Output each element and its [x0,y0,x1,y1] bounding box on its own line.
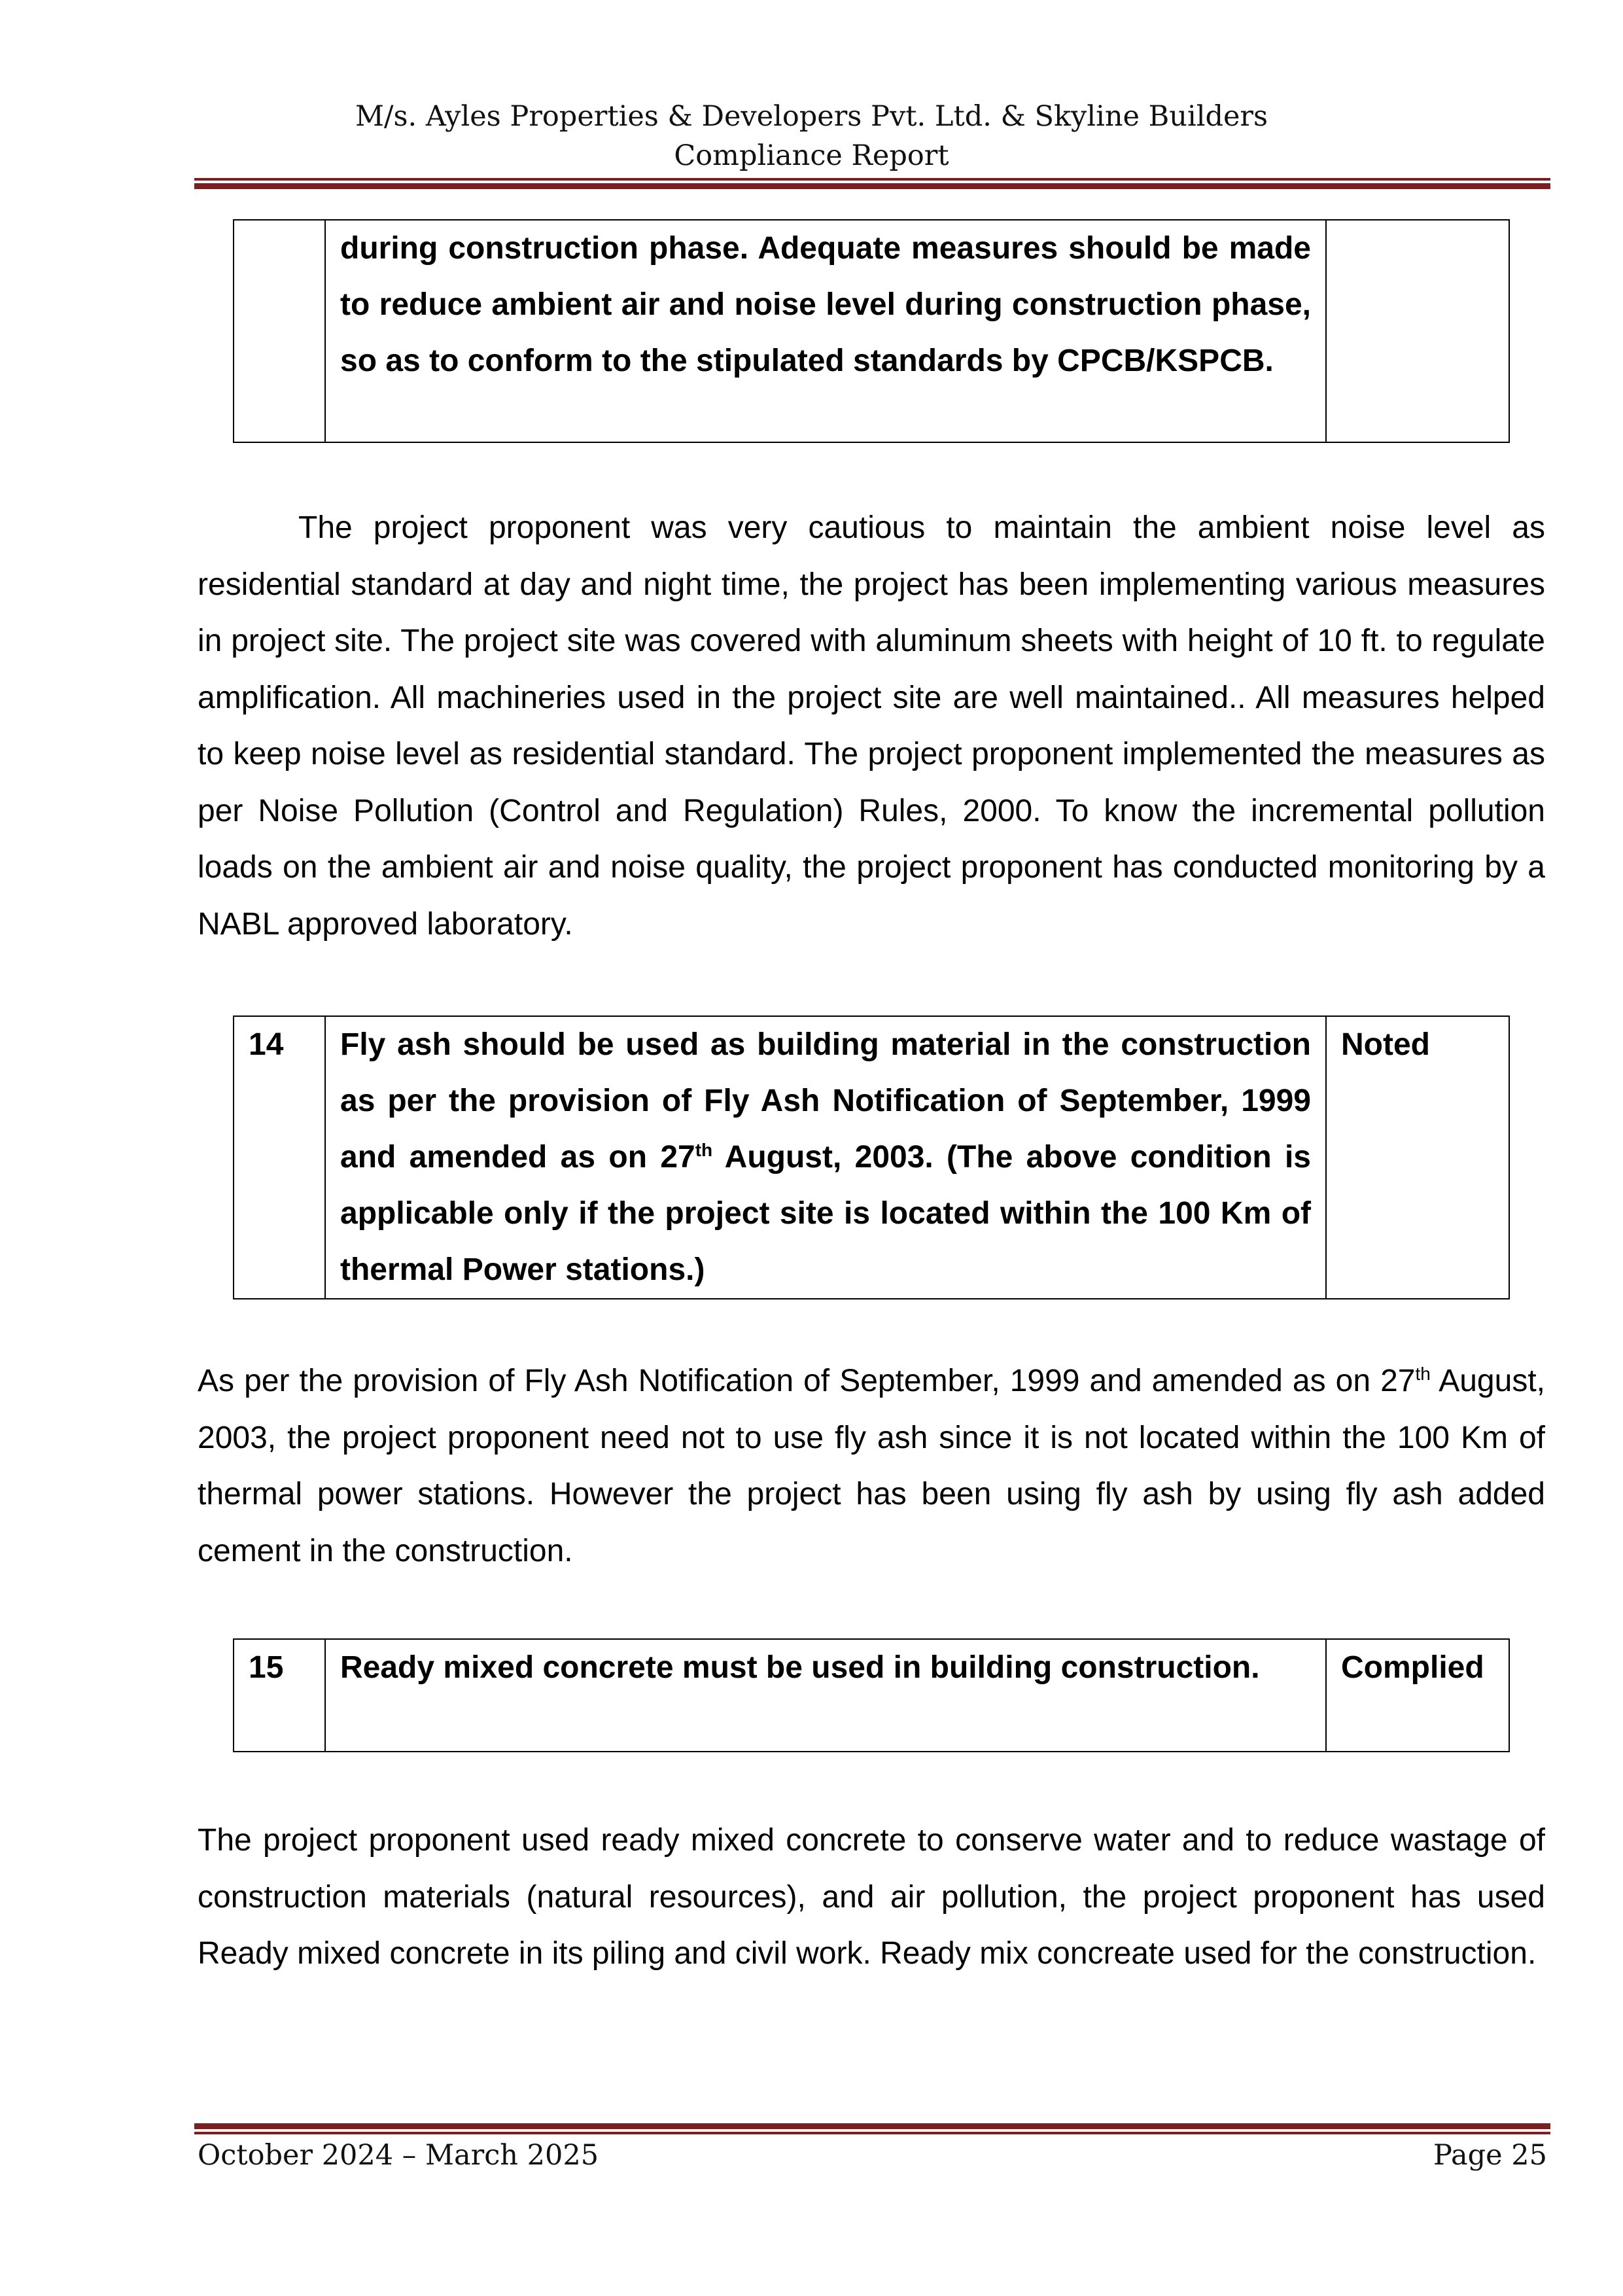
paragraph-noise-measures: The project proponent was very cautious to maintain the ambient noise level as residential standard at day and night time, the project has been implementing various measures in project site. The project site was covered with aluminum sheets with height of 10 ft. to regulate amplification. All machineries used in the project site are well maintained.. All measures helped to keep noise level as residential standard. The project proponent implemented the measures as per Noise Pollution (Control and Regulation) Rules, 2000. To know the incremental pollution loads on the ambient air and noise quality, the project proponent has conducted monitoring by a NABL approved laboratory. [198,510,1545,942]
header-report-title: Compliance Report [674,139,949,172]
condition-table-15 [233,1638,1510,1752]
paragraph-text-part: As per the provision of Fly Ash Notification of September, 1999 and amended as on 27 [198,1364,1416,1398]
table-row [234,1639,1509,1752]
condition-text: during construction phase. Adequate measures should be made to reduce ambient air and noise level during construction phase, so as to conform to the stipulated standards by CPCB/KSPCB. [325,220,1326,442]
condition-text-part: Fly ash should be used as building material in the construction as per the provision of Fly Ash Notification of September, 1999 and amended as on 27 [340,1027,1311,1174]
ordinal-suffix: th [1415,1364,1431,1384]
condition-table-14 [233,1016,1510,1299]
footer-rule-thin [194,2132,1550,2134]
condition-text-part: August, 2003. (The above condition is applicable only if the project site is located within the 100 Km of thermal Power stations.) [340,1140,1312,1287]
condition-number: 15 [234,1639,325,1752]
header-rule-thick [194,183,1550,189]
page-header [0,97,1623,175]
table-row [234,220,1509,442]
condition-status: Complied [1326,1639,1509,1752]
paragraph-ready-mixed-concrete: The project proponent used ready mixed concrete to conserve water and to reduce wastage of construction materials (natural resources), and air pollution, the project proponent has used Ready mixed concrete in its piling and civil work. Ready mix concreate used for the construction. [198,1823,1545,1971]
footer-period: October 2024 – March 2025 [198,2139,599,2172]
condition-text: Ready mixed concrete must be used in building construction. [325,1639,1326,1752]
footer-rule-thick [194,2123,1550,2129]
paragraph-text-part: August, 2003, the project proponent need not to use fly ash since it is not located within the 100 Km of thermal power stations. However the project has been using fly ash by using fly ash added cement in the construction. [198,1364,1545,1568]
ordinal-suffix: th [695,1140,713,1160]
condition-table-continued [233,219,1510,443]
condition-status [1326,220,1509,442]
table-row [234,1016,1509,1299]
condition-text [325,1016,1326,1299]
paragraph-fly-ash [198,1353,1545,1580]
condition-number: 14 [234,1016,325,1299]
footer-page-number: Page 25 [1433,2139,1547,2172]
header-rule-thin [194,178,1550,181]
condition-status: Noted [1326,1016,1509,1299]
header-company: M/s. Ayles Properties & Developers Pvt. Ltd. & Skyline Builders [355,100,1268,133]
condition-number [234,220,325,442]
